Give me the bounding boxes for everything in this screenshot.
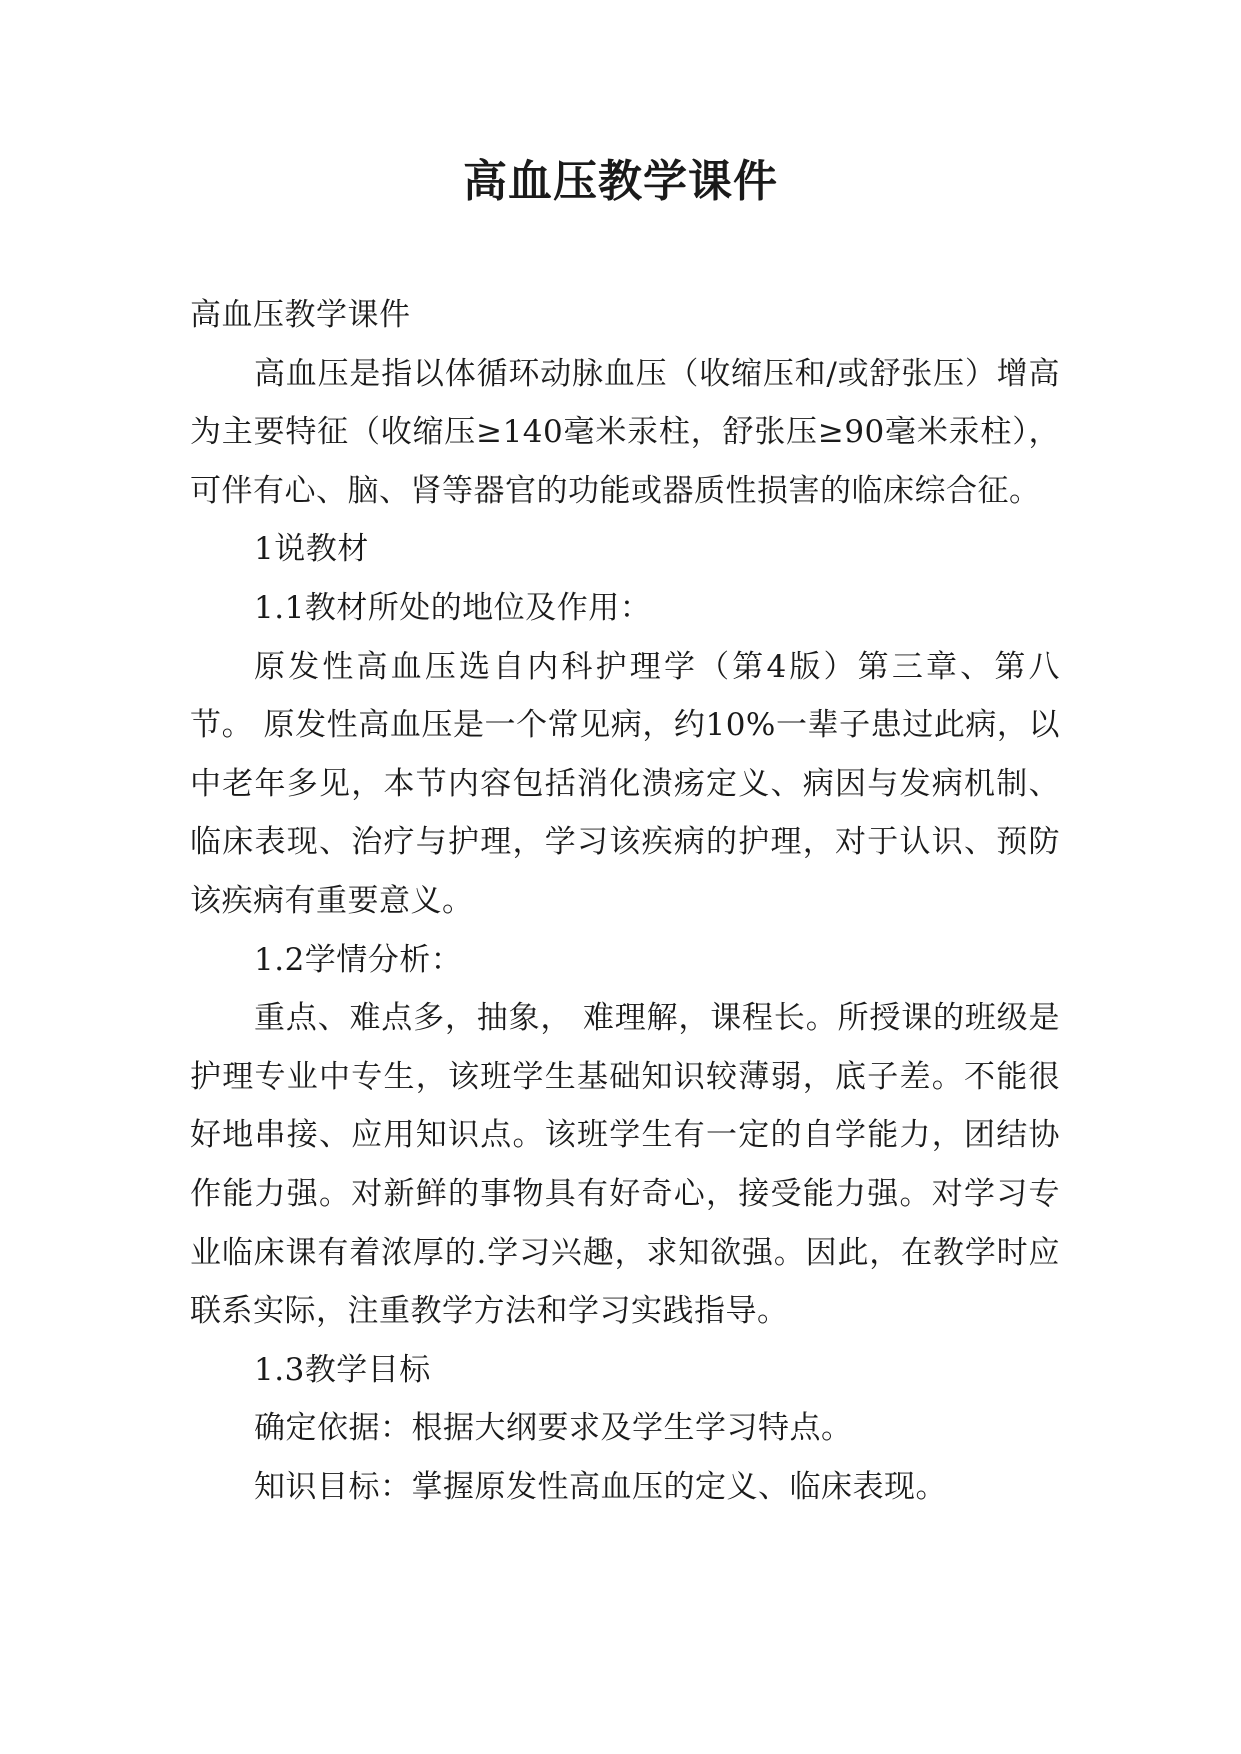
paragraph-basis: 确定依据：根据大纲要求及学生学习特点。 <box>254 1410 853 1447</box>
document-title: 高血压教学课件 <box>463 156 778 207</box>
paragraph-student-analysis: 重点、难点多，抽象， 难理解，课程长。所授课的班级是护理专业中专生，该班学生基础知识较薄弱，底子差。不能很好地串接、应用知识点。该班学生有一定的自学能力，团结协作能力强。对新鲜的事物具有好奇心，接受能力强。对学习专业临床课有着浓厚的.学习兴趣，求知欲强。因此，在教学时应联系实际，注重教学方法和学习实践指导。 <box>190 1000 1060 1330</box>
document-body <box>190 286 1060 1516</box>
paragraph-subtitle: 高血压教学课件 <box>190 297 411 333</box>
section-heading-student-analysis: 1.2学情分析： <box>254 941 463 978</box>
paragraph-status-role: 原发性高血压选自内科护理学（第4版）第三章、第八节。 原发性高血压是一个常见病，约10%一辈子患过此病，以中老年多见，本节内容包括消化溃疡定义、病因与发病机制、临床表现、治疗与护理，学习该疾病的护理，对于认识、预防该疾病有重要意义。 <box>190 648 1060 919</box>
section-heading-teaching-goals: 1.3教学目标 <box>254 1351 431 1388</box>
section-heading-textbook: 1说教材 <box>254 531 369 568</box>
paragraph-definition: 高血压是指以体循环动脉血压（收缩压和/或舒张压）增高为主要特征（收缩压≥140毫米汞柱，舒张压≥90毫米汞柱），可伴有心、脑、肾等器官的功能或器质性损害的临床综合征。 <box>190 355 1060 509</box>
paragraph-knowledge-goal: 知识目标：掌握原发性高血压的定义、临床表现。 <box>254 1468 947 1505</box>
section-heading-status-role: 1.1教材所处的地位及作用： <box>254 589 652 626</box>
